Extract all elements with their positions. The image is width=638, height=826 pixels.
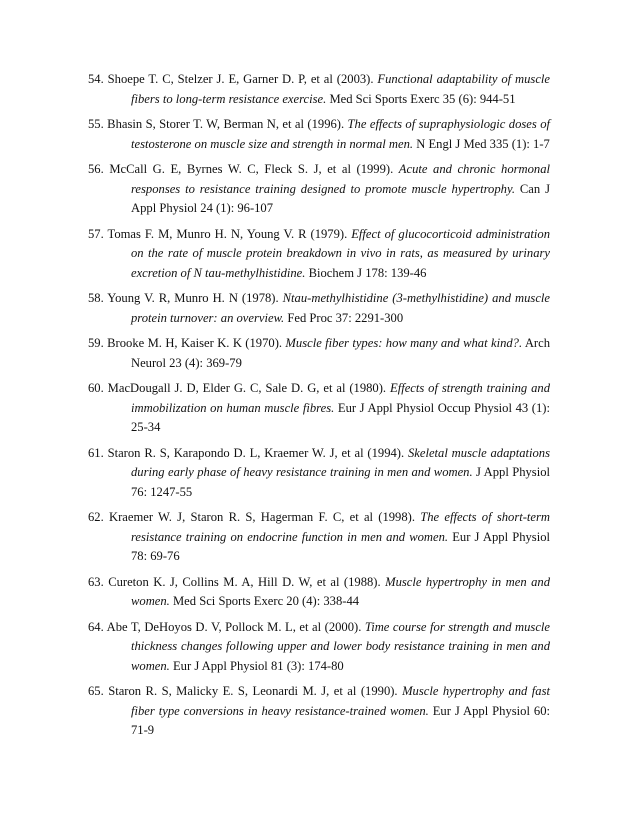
reference-title: Effect of glucocorticoid administration on the rate of muscle protein breakdown in vivo in rats, as measured by urinary excretion of N tau-methylhistidine. <box>131 226 551 280</box>
reference-number: 54. <box>88 72 104 86</box>
reference-title: The effects of supraphysiologic doses of testosterone on muscle size and strength in normal men. <box>131 117 550 151</box>
reference-authors: McCall G. E, Byrnes W. C, Fleck S. J, et al (1999). <box>109 162 394 176</box>
reference-number: 60. <box>88 381 104 395</box>
reference-authors: Kraemer W. J, Staron R. S, Hagerman F. C, et al (1998). <box>109 510 415 524</box>
reference-title: Muscle fiber types: how many and what kind?. <box>285 336 523 350</box>
reference-title: Skeletal muscle adaptations during early phase of heavy resistance training in men and women. <box>131 445 550 479</box>
reference-authors: Shoepe T. C, Stelzer J. E, Garner D. P, et al (2003). <box>107 72 374 86</box>
reference-authors: Staron R. S, Malicky E. S, Leonardi M. J, et al (1990). <box>108 684 398 698</box>
reference-title: Acute and chronic hormonal responses to resistance training designed to promote muscle hypertrophy. <box>131 162 550 196</box>
reference-item <box>88 70 550 109</box>
reference-source: J Appl Physiol 76: 1247-55 <box>131 465 551 499</box>
reference-authors: MacDougall J. D, Elder G. C, Sale D. G, et al (1980). <box>107 381 387 395</box>
reference-number: 64. <box>88 619 104 634</box>
reference-title: Time course for strength and muscle thickness changes following upper and lower body resistance training in men and women. <box>131 619 551 673</box>
reference-item <box>88 289 550 328</box>
reference-item <box>88 682 550 741</box>
reference-title: Ntau-methylhistidine (3-methylhistidine) and muscle protein turnover: an overview. <box>131 291 550 325</box>
reference-item <box>88 444 550 503</box>
reference-item <box>88 115 550 154</box>
reference-item <box>88 160 550 219</box>
reference-source: Eur J Appl Physiol 60: 71-9 <box>131 703 550 737</box>
reference-number: 56. <box>88 162 104 176</box>
reference-authors: Tomas F. M, Munro H. N, Young V. R (1979). <box>107 226 348 241</box>
reference-authors: Staron R. S, Karapondo D. L, Kraemer W. J, et al (1994). <box>107 445 405 460</box>
reference-item <box>88 334 550 373</box>
reference-title: The effects of short-term resistance training on endocrine function in men and women. <box>131 510 550 544</box>
reference-number: 65. <box>88 684 104 698</box>
reference-source: Med Sci Sports Exerc 35 (6): 944-51 <box>329 91 516 106</box>
reference-source: Eur J Appl Physiol Occup Physiol 43 (1): 25-34 <box>131 400 550 434</box>
reference-title: Muscle hypertrophy and fast fiber type conversions in heavy resistance-trained women. <box>131 684 550 718</box>
reference-source: Can J Appl Physiol 24 (1): 96-107 <box>131 181 550 215</box>
reference-source: Eur J Appl Physiol 81 (3): 174-80 <box>172 658 344 673</box>
reference-authors: Bhasin S, Storer T. W, Berman N, et al (1996). <box>107 117 345 131</box>
reference-list <box>88 70 550 747</box>
reference-source: Fed Proc 37: 2291-300 <box>287 310 404 325</box>
reference-source: Biochem J 178: 139-46 <box>308 265 427 280</box>
reference-authors: Brooke M. H, Kaiser K. K (1970). <box>107 336 283 350</box>
reference-number: 62. <box>88 510 104 524</box>
reference-source: Arch Neurol 23 (4): 369-79 <box>131 336 550 370</box>
reference-number: 59. <box>88 336 104 350</box>
reference-number: 55. <box>88 117 104 131</box>
reference-number: 63. <box>88 574 104 589</box>
reference-item <box>88 573 550 612</box>
reference-title: Functional adaptability of muscle fibers to long-term resistance exercise. <box>131 72 551 106</box>
reference-number: 58. <box>88 291 104 305</box>
reference-item <box>88 508 550 567</box>
reference-number: 61. <box>88 445 104 460</box>
reference-item <box>88 618 550 677</box>
reference-source: Med Sci Sports Exerc 20 (4): 338-44 <box>172 594 360 608</box>
reference-number: 57. <box>88 226 104 241</box>
reference-authors: Cureton K. J, Collins M. A, Hill D. W, et al (1988). <box>108 574 381 589</box>
reference-item <box>88 225 550 284</box>
reference-title: Muscle hypertrophy in men and women. <box>131 574 550 608</box>
reference-item <box>88 379 550 438</box>
reference-source: Eur J Appl Physiol 78: 69-76 <box>131 529 550 563</box>
reference-authors: Young V. R, Munro H. N (1978). <box>107 291 279 305</box>
reference-title: Effects of strength training and immobilization on human muscle fibres. <box>131 381 550 415</box>
reference-source: N Engl J Med 335 (1): 1-7 <box>416 136 550 151</box>
reference-authors: Abe T, DeHoyos D. V, Pollock M. L, et al (2000). <box>106 619 362 634</box>
